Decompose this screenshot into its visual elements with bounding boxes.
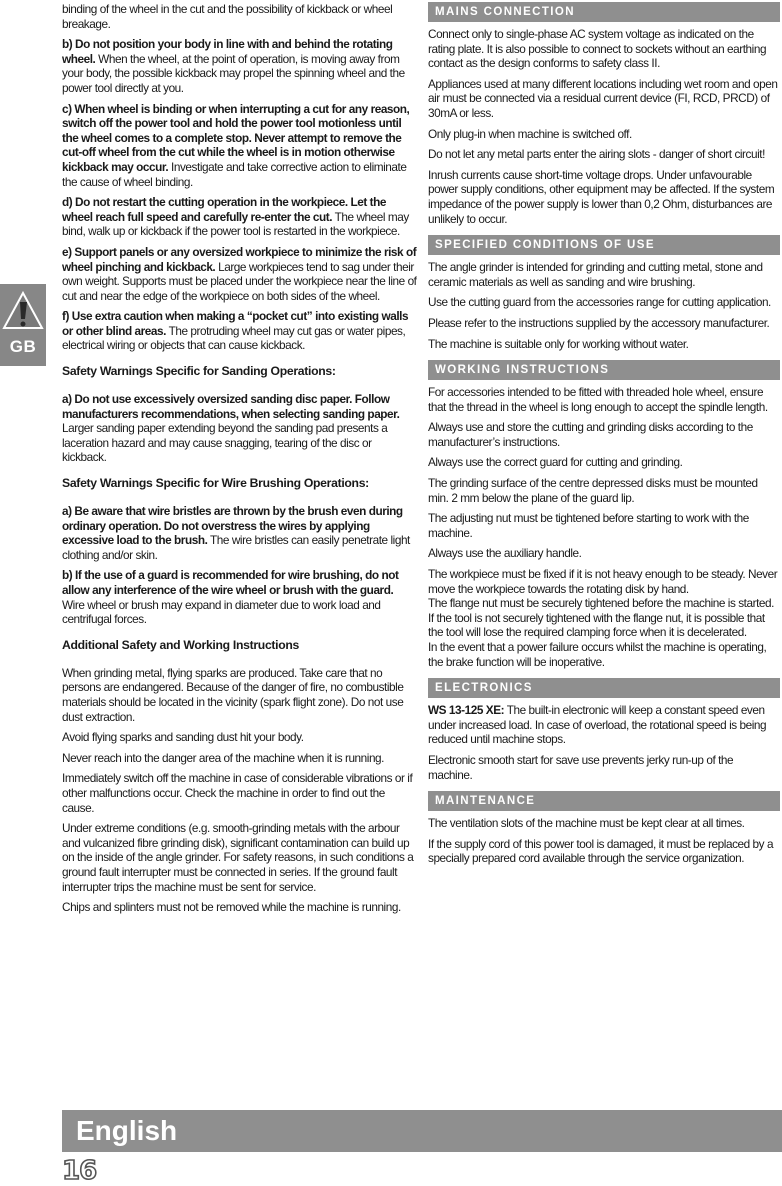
paragraph: Inrush currents cause short-time voltage drops. Under unfavourable power supply conditions, other equipment may be affected. If the system impedance of the power supply is lower than 0,2 Ohm, disturbances are unlikely to occur. bbox=[428, 167, 775, 226]
paragraph: Under extreme conditions (e.g. smooth-grinding metals with the arbour and vulcanized fibre grinding disk), significant contamination can build up on the inside of the angle grinder. For safety reasons, in such conditions a ground fault interrupter must be connected in series. If the ground fault interrupter trips the machine must be sent for service. bbox=[62, 821, 414, 894]
language-footer-bar bbox=[62, 1110, 782, 1152]
paragraph: Always use the auxiliary handle. bbox=[428, 546, 582, 561]
paragraph: The ventilation slots of the machine must be kept clear at all times. bbox=[428, 816, 745, 831]
paragraph: The angle grinder is intended for grinding and cutting metal, stone and ceramic materials as well as sanding and wire brushing. bbox=[428, 260, 763, 289]
paragraph: When grinding metal, flying sparks are produced. Take care that no persons are endangered. Because of the danger of fire, no combustible materials should be located in the vicinity (spark flight zone). Do not use dust extraction. bbox=[62, 665, 404, 724]
language-label: English bbox=[76, 1115, 178, 1146]
electronics-header: ELECTRONICS bbox=[428, 678, 780, 698]
warning-e bbox=[62, 245, 418, 303]
paragraph: For accessories intended to be fitted with threaded hole wheel, ensure that the thread in the wheel is long enough to accept the spindle length. bbox=[428, 385, 768, 414]
maintenance-header: MAINTENANCE bbox=[428, 791, 780, 811]
mains-connection-header: MAINS CONNECTION bbox=[428, 2, 780, 22]
right-column bbox=[428, 2, 780, 872]
wire-a bbox=[62, 504, 418, 562]
paragraph: Only plug-in when machine is switched off. bbox=[428, 126, 632, 141]
sanding-heading: Safety Warnings Specific for Sanding Operations: bbox=[62, 364, 336, 379]
warning-f-text: The protruding wheel may cut gas or water pipes, electrical wiring or objects that can cause kickback. bbox=[62, 323, 406, 353]
paragraph: Please refer to the instructions supplied by the accessory manufacturer. bbox=[428, 315, 770, 330]
warning-d-text: The wheel may bind, walk up or kickback if the power tool is restarted in the workpiece. bbox=[62, 209, 409, 239]
electronics-paragraph bbox=[428, 703, 780, 747]
wire-b bbox=[62, 568, 418, 626]
paragraph: The machine is suitable only for working without water. bbox=[428, 336, 689, 351]
wire-b-bold: b) If the use of a guard is recommended for wire brushing, do not allow any interference of the wire wheel or brush with the guard. bbox=[62, 568, 399, 597]
paragraph: In the event that a power failure occurs whilst the machine is operating, the brake function will be inoperative. bbox=[428, 640, 767, 669]
specified-conditions-header: SPECIFIED CONDITIONS OF USE bbox=[428, 235, 780, 255]
paragraph: The workpiece must be fixed if it is not heavy enough to be steady. Never move the workpiece towards the rotating disk by hand. bbox=[428, 567, 778, 596]
warning-c bbox=[62, 102, 418, 190]
warning-b bbox=[62, 37, 418, 95]
paragraph: Chips and splinters must not be removed while the machine is running. bbox=[62, 900, 401, 915]
paragraph: Avoid flying sparks and sanding dust hit your body. bbox=[62, 730, 304, 745]
paragraph: Always use the correct guard for cutting and grinding. bbox=[428, 455, 683, 470]
additional-heading: Additional Safety and Working Instructions bbox=[62, 637, 300, 652]
paragraph: If the tool is not securely tightened with the flange nut, it is possible that the tool will lose the required clamping force when it is decelerated. bbox=[428, 610, 765, 640]
warning-f bbox=[62, 309, 418, 353]
wire-a-bold: a) Be aware that wire bristles are thrown by the brush even during ordinary operation. Do not overstress the wires by applying excessive load to the brush. bbox=[62, 504, 403, 548]
sanding-a bbox=[62, 392, 418, 465]
paragraph: If the supply cord of this power tool is damaged, it must be replaced by a specially prepared cord available through the service organization. bbox=[428, 836, 774, 866]
paragraph: Never reach into the danger area of the machine when it is running. bbox=[62, 750, 385, 765]
left-column bbox=[62, 2, 418, 921]
paragraph: Use the cutting guard from the accessories range for cutting application. bbox=[428, 295, 771, 310]
paragraph: The flange nut must be securely tightened before the machine is started. bbox=[428, 596, 774, 611]
paragraph: Always use and store the cutting and grinding disks according to the manufacturer’s instructions. bbox=[428, 420, 753, 449]
paragraph: Electronic smooth start for save use prevents jerky run-up of the machine. bbox=[428, 752, 734, 782]
paragraph: The adjusting nut must be tightened before starting to work with the machine. bbox=[428, 511, 749, 540]
paragraph: Connect only to single-phase AC system voltage as indicated on the rating plate. It is also possible to connect to sockets without an earthing contact as the design conforms to safety class II. bbox=[428, 27, 767, 71]
side-tab-label: GB bbox=[9, 337, 37, 356]
model-label: WS 13-125 XE: bbox=[428, 703, 505, 718]
warning-b-bold: b) Do not position your body in line with and behind the rotating wheel. bbox=[62, 37, 393, 66]
paragraph: Do not let any metal parts enter the airing slots - danger of short circuit! bbox=[428, 147, 765, 162]
warning-d bbox=[62, 195, 418, 239]
paragraph: binding of the wheel in the cut and the possibility of kickback or wheel breakage. bbox=[62, 2, 393, 31]
warning-f-bold: f) Use extra caution when making a “pocket cut” into existing walls or other blind areas. bbox=[62, 309, 409, 338]
warning-e-bold: e) Support panels or any oversized workpiece to minimize the risk of wheel pinching and kickback. bbox=[62, 244, 417, 274]
wire-a-text: The wire bristles can easily penetrate light clothing and/or skin. bbox=[62, 533, 410, 562]
wire-b-text: Wire wheel or brush may expand in diameter due to work load and centrifugal forces. bbox=[62, 597, 381, 627]
warning-icon bbox=[2, 290, 44, 332]
sanding-a-text: Larger sanding paper extending beyond the sanding pad presents a laceration hazard and may cause snagging, tearing of the disc or kickback. bbox=[62, 421, 388, 465]
sanding-a-bold: a) Do not use excessively oversized sanding disc paper. Follow manufacturers recommendations, when selecting sanding paper. bbox=[62, 392, 400, 421]
paragraph: Immediately switch off the machine in case of considerable vibrations or if other malfunctions occur. Check the machine in order to find out the cause. bbox=[62, 771, 413, 815]
paragraph: The grinding surface of the centre depressed disks must be mounted min. 2 mm below the plane of the guard lip. bbox=[428, 476, 758, 505]
warning-c-text: Investigate and take corrective action to eliminate the cause of wheel binding. bbox=[62, 159, 407, 189]
warning-e-text: Large workpieces tend to sag under their own weight. Supports must be placed under the workpiece near the line of cut and near the edge of the workpiece on both sides of the wheel. bbox=[62, 259, 417, 303]
warning-b-text: When the wheel, at the point of operation, is moving away from your body, the possible kickback may propel the spinning wheel and the power tool directly at you. bbox=[62, 51, 405, 95]
electronics-text: The built-in electronic will keep a constant speed even under increased load. In case of overload, the rotational speed is being reduced until machine stops. bbox=[428, 703, 767, 747]
warning-c-bold: c) When wheel is binding or when interrupting a cut for any reason, switch off the power tool and hold the power tool motionless until the wheel comes to a complete stop. Never attempt to remove the cut-off wheel from the cut while the wheel is in motion otherwise kickback may occur. bbox=[62, 101, 410, 174]
warning-d-bold: d) Do not restart the cutting operation in the workpiece. Let the wheel reach full speed and carefully re-enter the cut. bbox=[62, 195, 387, 224]
language-side-tab bbox=[0, 284, 46, 366]
working-instructions-header: WORKING INSTRUCTIONS bbox=[428, 360, 780, 380]
wire-heading: Safety Warnings Specific for Wire Brushing Operations: bbox=[62, 476, 369, 491]
page-number: 16 bbox=[62, 1156, 97, 1186]
paragraph: Appliances used at many different locations including wet room and open air must be connected via a residual current device (FI, RCD, PRCD) of 30mA or less. bbox=[428, 76, 778, 120]
